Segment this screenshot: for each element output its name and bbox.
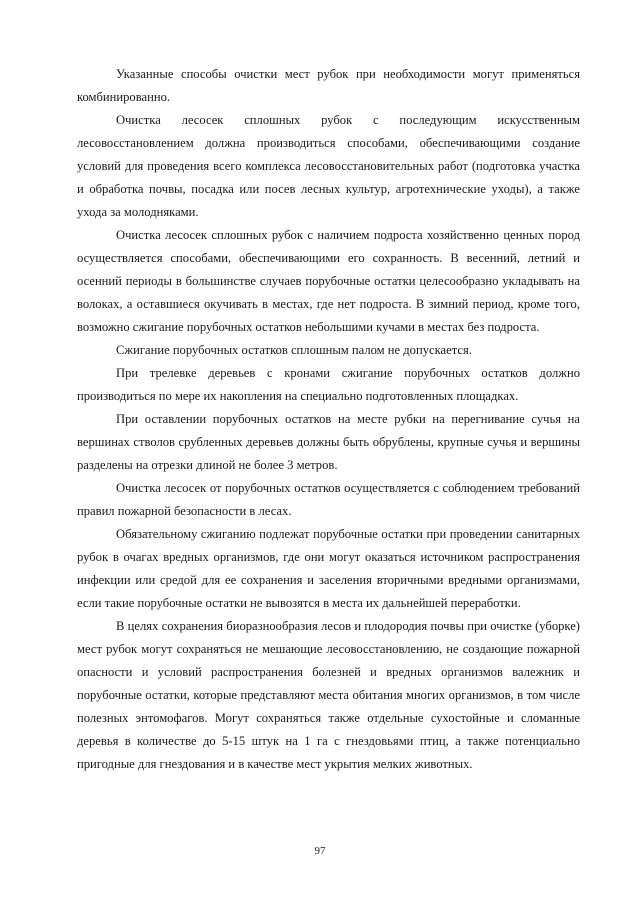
paragraph: Очистка лесосек сплошных рубок с последующим искусственным лесовосстановлением должна производиться способами, обеспечивающими создание условий для проведения всего комплекса лесовосстановительных работ (подготовка участка и обработка почвы, посадка или посев лесных культур, агротехнические уходы), а также ухода за молодняками. xyxy=(77,113,580,219)
paragraph: Очистка лесосек от порубочных остатков осуществляется с соблюдением требований правил пожарной безопасности в лесах. xyxy=(77,481,580,518)
page-number: 97 xyxy=(314,845,326,857)
paragraph: При трелевке деревьев с кронами сжигание порубочных остатков должно производиться по мере их накопления на специально подготовленных площадках. xyxy=(77,366,580,403)
body-text xyxy=(77,63,580,776)
paragraph: При оставлении порубочных остатков на месте рубки на перегнивание сучья на вершинах стволов срубленных деревьев должны быть обрублены, крупные сучья и вершины разделены на отрезки длиной не более 3 метров. xyxy=(77,412,580,472)
paragraph: Обязательному сжиганию подлежат порубочные остатки при проведении санитарных рубок в очагах вредных организмов, где они могут оказаться источником распространения инфекции или средой для ее сохранения и заселения вторичными вредными организмами, если такие порубочные остатки не вывозятся в места их дальнейшей переработки. xyxy=(77,527,580,610)
paragraph: Очистка лесосек сплошных рубок с наличием подроста хозяйственно ценных пород осуществляется способами, обеспечивающими его сохранность. В весенний, летний и осенний периоды в большинстве случаев порубочные остатки целесообразно укладывать на волоках, а оставшиеся окучивать в местах, где нет подроста. В зимний период, кроме того, возможно сжигание порубочных остатков небольшими кучами в местах без подроста. xyxy=(77,228,580,334)
paragraph: Указанные способы очистки мест рубок при необходимости могут применяться комбинированно. xyxy=(77,67,580,104)
paragraph: В целях сохранения биоразнообразия лесов и плодородия почвы при очистке (уборке) мест рубок могут сохраняться не мешающие лесовосстановлению, не создающие пожарной опасности и условий распространения болезней и вредных организмов валежник и порубочные остатки, которые представляют места обитания многих организмов, в том числе полезных энтомофагов. Могут сохраняться также отдельные сухостойные и сломанные деревья в количестве до 5-15 штук на 1 га с гнездовьями птиц, а также потенциально пригодные для гнездования и в качестве мест укрытия мелких животных. xyxy=(77,619,580,771)
paragraph: Сжигание порубочных остатков сплошным палом не допускается. xyxy=(116,343,472,357)
